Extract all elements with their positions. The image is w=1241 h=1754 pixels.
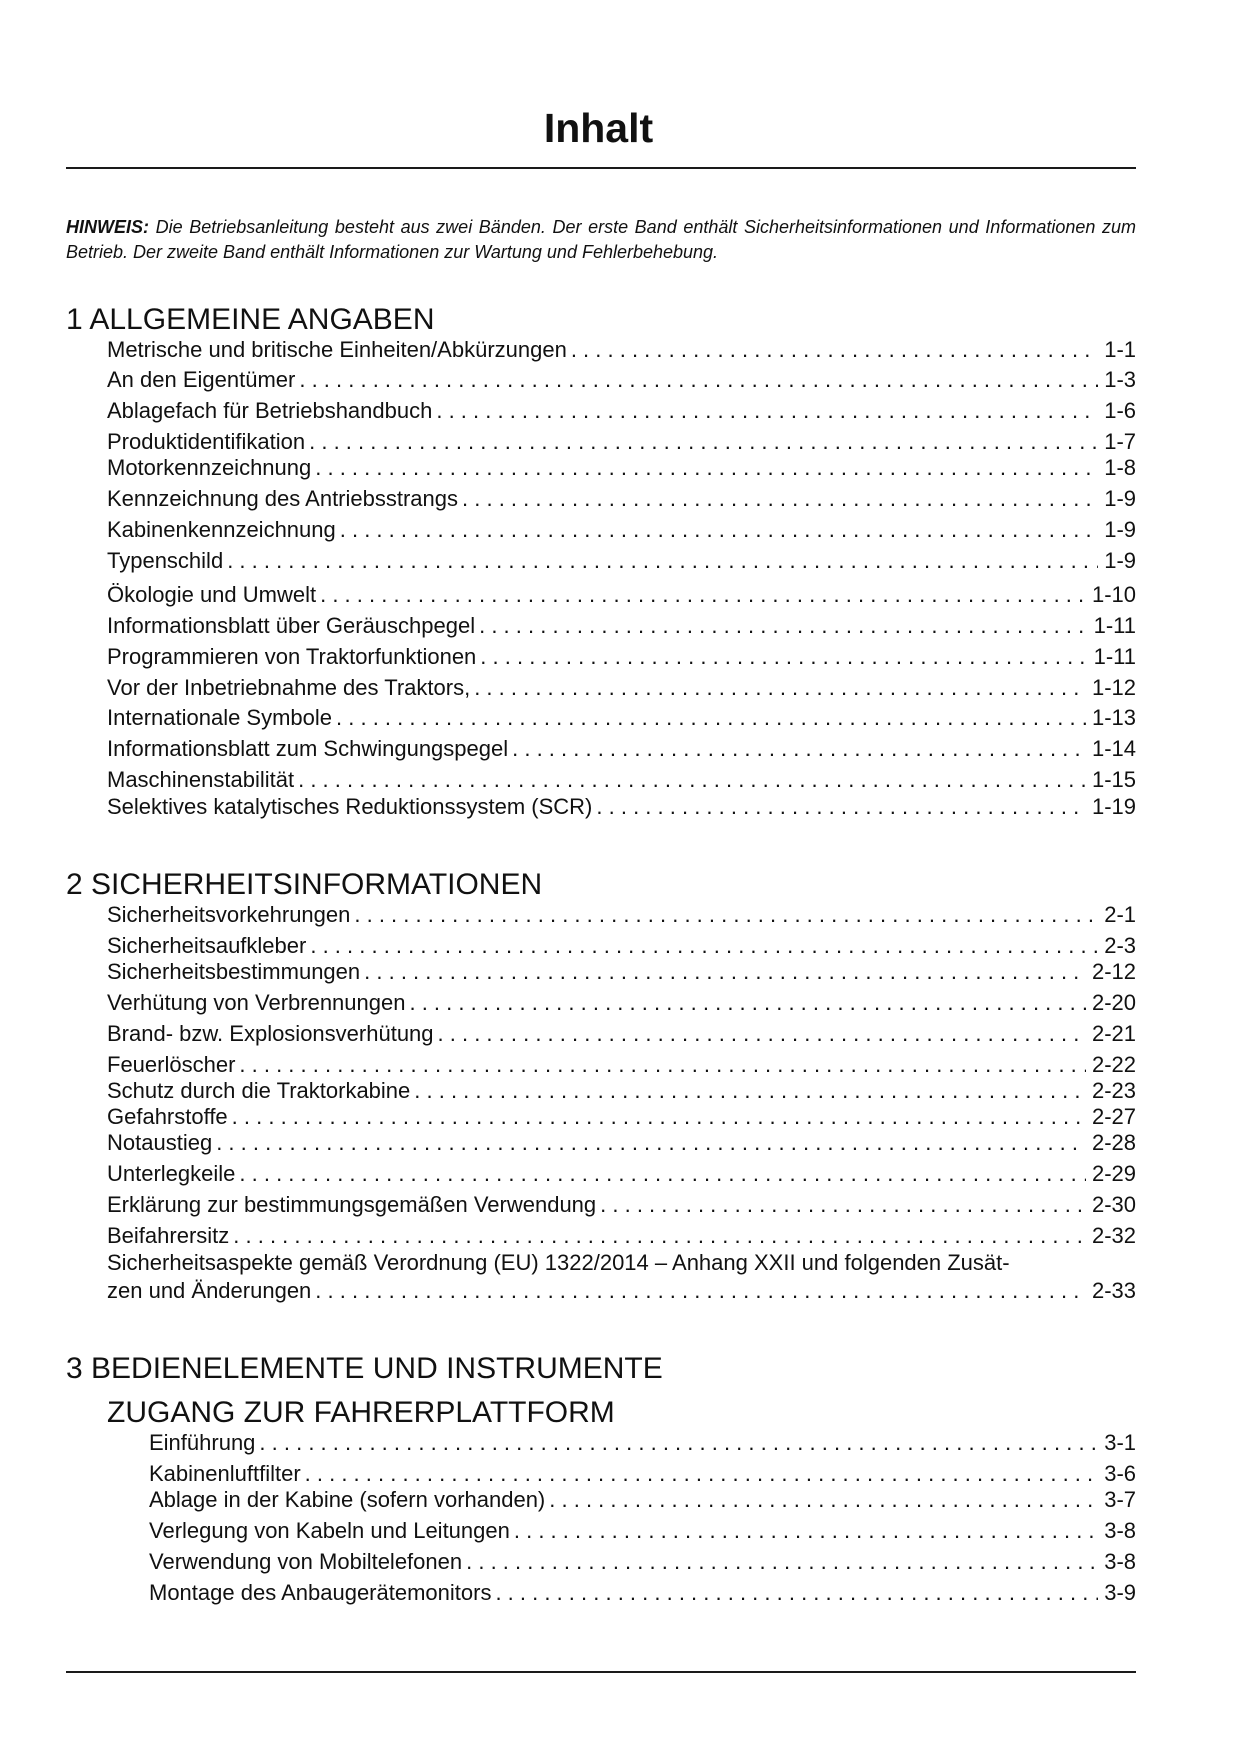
toc-entry-text: Internationale Symbole <box>107 705 333 730</box>
toc-entry-page: 1-9 <box>1104 486 1136 511</box>
toc-entry-text: Selektives katalytisches Reduktionssystem (SCR) <box>107 794 593 819</box>
toc-leader-dots <box>336 705 1086 731</box>
toc-entry-page: 3-9 <box>1104 1580 1136 1605</box>
toc-entry-page: 1-11 <box>1093 644 1136 669</box>
toc-leader-dots <box>462 486 1098 512</box>
toc-entry[interactable] <box>149 1487 1136 1513</box>
toc-leader-dots <box>571 337 1098 363</box>
toc-entry[interactable] <box>107 675 1136 701</box>
toc-entry-text: Ablage in der Kabine (sofern vorhanden) <box>149 1487 546 1512</box>
toc-entry-page: 2-33 <box>1091 1278 1136 1303</box>
toc-entry-page: 2-30 <box>1091 1192 1136 1217</box>
toc-entry[interactable] <box>107 455 1136 481</box>
toc-leader-dots <box>299 367 1098 393</box>
toc-entry[interactable] <box>149 1518 1136 1544</box>
toc-entry[interactable] <box>107 990 1136 1016</box>
section-heading-1: 1 ALLGEMEINE ANGABEN <box>66 303 435 336</box>
section-heading-3: 3 BEDIENELEMENTE UND INSTRUMENTE <box>66 1352 663 1385</box>
toc-leader-dots <box>354 902 1098 928</box>
toc-leader-dots <box>315 1278 1086 1304</box>
toc-entry-text: Maschinenstabilität <box>107 767 295 792</box>
top-rule <box>66 167 1136 169</box>
toc-entry-text: Notaustieg <box>107 1130 213 1155</box>
toc-leader-dots <box>216 1130 1086 1156</box>
toc-leader-dots <box>320 582 1086 608</box>
toc-entry[interactable] <box>107 548 1136 574</box>
toc-entry-text: Metrische und britische Einheiten/Abkürzungen <box>107 337 567 362</box>
toc-entry-page: 2-21 <box>1091 1021 1136 1046</box>
toc-leader-dots <box>305 1461 1099 1487</box>
toc-leader-dots <box>480 644 1087 670</box>
toc-entry-page: 2-22 <box>1091 1052 1136 1077</box>
toc-leader-dots <box>239 1161 1086 1187</box>
toc-entry-text: Kabinenluftfilter <box>149 1461 301 1486</box>
toc-leader-dots <box>232 1104 1086 1130</box>
toc-leader-dots <box>466 1549 1098 1575</box>
toc-entry-text: Vor der Inbetriebnahme des Traktors, <box>107 675 471 700</box>
toc-entry[interactable] <box>107 902 1136 928</box>
toc-leader-dots <box>298 767 1086 793</box>
toc-entry-text: An den Eigentümer <box>107 367 296 392</box>
notice-text: Die Betriebsanleitung besteht aus zwei Bänden. Der erste Band enthält Sicherheitsinformationen und Informationen zum Betrieb. Der zweite Band enthält Informationen zur Wartung und Fehlerbehebung. <box>66 217 1136 262</box>
toc-entry-page: 1-8 <box>1104 455 1136 480</box>
toc-entry[interactable] <box>107 517 1136 543</box>
toc-entry-text: Gefahrstoffe <box>107 1104 228 1129</box>
toc-entry[interactable] <box>107 1052 1136 1078</box>
toc-entry[interactable] <box>107 705 1136 731</box>
toc-leader-dots <box>514 1518 1098 1544</box>
toc-entry-text: Verwendung von Mobiltelefonen <box>149 1549 463 1574</box>
toc-leader-dots <box>233 1223 1086 1249</box>
toc-entry[interactable] <box>107 736 1136 762</box>
toc-entry[interactable] <box>107 613 1136 639</box>
toc-entry[interactable] <box>149 1549 1136 1575</box>
toc-leader-dots <box>364 959 1086 985</box>
toc-leader-dots <box>549 1487 1098 1513</box>
toc-leader-dots <box>474 675 1086 701</box>
toc-leader-dots <box>310 933 1098 959</box>
toc-leader-dots <box>436 398 1098 424</box>
toc-entry[interactable] <box>107 1104 1136 1130</box>
toc-entry-page: 2-12 <box>1091 959 1136 984</box>
toc-entry[interactable] <box>107 367 1136 393</box>
toc-entry-text: Typenschild <box>107 548 224 573</box>
toc-entry[interactable] <box>107 1192 1136 1218</box>
toc-entry-text: Informationsblatt über Geräuschpegel <box>107 613 476 638</box>
toc-entry-text: Kennzeichnung des Antriebsstrangs <box>107 486 459 511</box>
toc-entry-page: 1-7 <box>1104 429 1136 454</box>
toc-entry-wrap-line: Sicherheitsaspekte gemäß Verordnung (EU) 1322/2014 – Anhang XXII und folgenden Zusät- <box>107 1250 1010 1275</box>
toc-leader-dots <box>409 990 1085 1016</box>
toc-entry-text: Sicherheitsvorkehrungen <box>107 902 351 927</box>
toc-leader-dots <box>596 794 1086 820</box>
toc-entry-page: 2-32 <box>1091 1223 1136 1248</box>
toc-entry-page: 1-9 <box>1104 517 1136 542</box>
toc-leader-dots <box>309 429 1098 455</box>
toc-entry-page: 1-1 <box>1104 337 1136 362</box>
toc-entry[interactable] <box>107 933 1136 959</box>
toc-entry-page: 3-7 <box>1104 1487 1136 1512</box>
notice <box>66 215 1136 265</box>
toc-entry-page: 1-9 <box>1104 548 1136 573</box>
toc-entry[interactable] <box>107 959 1136 985</box>
notice-label: HINWEIS: <box>66 217 149 237</box>
toc-leader-dots <box>512 736 1086 762</box>
toc-entry-text: Unterlegkeile <box>107 1161 236 1186</box>
toc-entry[interactable] <box>107 1130 1136 1156</box>
toc-entry-text: Einführung <box>149 1430 256 1455</box>
toc-entry-page: 1-13 <box>1091 705 1136 730</box>
toc-entry[interactable] <box>107 486 1136 512</box>
toc-entry-page: 1-15 <box>1091 767 1136 792</box>
toc-entry[interactable] <box>107 398 1136 424</box>
toc-entry[interactable] <box>107 429 1136 455</box>
toc-entry[interactable] <box>107 794 1136 820</box>
section-heading-2: 2 SICHERHEITSINFORMATIONEN <box>66 868 543 901</box>
toc-entry-page: 2-28 <box>1091 1130 1136 1155</box>
toc-entry-page: 2-3 <box>1104 933 1136 958</box>
toc-entry-page: 2-20 <box>1091 990 1136 1015</box>
toc-entry-text: Montage des Anbaugerätemonitors <box>149 1580 492 1605</box>
toc-leader-dots <box>239 1052 1086 1078</box>
toc-entry-text: Verlegung von Kabeln und Leitungen <box>149 1518 510 1543</box>
toc-entry[interactable] <box>107 582 1136 608</box>
toc-entry-text: Kabinenkennzeichnung <box>107 517 336 542</box>
toc-entry-text: Ablagefach für Betriebshandbuch <box>107 398 433 423</box>
toc-leader-dots <box>315 455 1098 481</box>
page-title: Inhalt <box>543 105 654 151</box>
toc-leader-dots <box>438 1021 1086 1047</box>
toc-entry-page: 1-12 <box>1091 675 1136 700</box>
toc-entry-text: Erklärung zur bestimmungsgemäßen Verwendung <box>107 1192 597 1217</box>
toc-entry-text: Sicherheitsaufkleber <box>107 933 307 958</box>
toc-entry[interactable] <box>107 644 1136 670</box>
toc-entry-page: 3-1 <box>1104 1430 1136 1455</box>
subsection-heading: ZUGANG ZUR FAHRERPLATTFORM <box>107 1396 615 1429</box>
toc-leader-dots <box>259 1430 1098 1456</box>
toc-entry-page: 1-14 <box>1091 736 1136 761</box>
toc-entry[interactable] <box>107 767 1136 793</box>
toc-entry[interactable] <box>107 337 1136 363</box>
toc-leader-dots <box>479 613 1087 639</box>
toc-entry-page: 1-19 <box>1091 794 1136 819</box>
toc-entry-page: 3-6 <box>1104 1461 1136 1486</box>
toc-entry[interactable] <box>149 1430 1136 1456</box>
toc-leader-dots <box>227 548 1098 574</box>
toc-entry[interactable] <box>107 1278 1136 1304</box>
toc-entry[interactable] <box>107 1021 1136 1047</box>
toc-leader-dots <box>495 1580 1098 1606</box>
toc-entry-page: 1-10 <box>1091 582 1136 607</box>
toc-entry-text: Schutz durch die Traktorkabine <box>107 1078 411 1103</box>
toc-entry-page: 2-1 <box>1104 902 1136 927</box>
bottom-rule <box>66 1671 1136 1673</box>
toc-leader-dots <box>414 1078 1086 1104</box>
toc-entry[interactable] <box>107 1161 1136 1187</box>
toc-entry-text: Ökologie und Umwelt <box>107 582 317 607</box>
toc-entry-text: Sicherheitsbestimmungen <box>107 959 361 984</box>
toc-entry[interactable] <box>149 1461 1136 1487</box>
toc-entry-text: Motorkennzeichnung <box>107 455 312 480</box>
toc-entry-text: Programmieren von Traktorfunktionen <box>107 644 477 669</box>
toc-entry-page: 2-23 <box>1091 1078 1136 1103</box>
toc-entry-text: Feuerlöscher <box>107 1052 236 1077</box>
toc-entry-text: Produktidentifikation <box>107 429 306 454</box>
toc-entry[interactable] <box>149 1580 1136 1606</box>
toc-entry-text: Informationsblatt zum Schwingungspegel <box>107 736 509 761</box>
toc-entry-page: 3-8 <box>1104 1549 1136 1574</box>
toc-entry-page: 1-3 <box>1104 367 1136 392</box>
toc-entry-page: 2-29 <box>1091 1161 1136 1186</box>
toc-leader-dots <box>600 1192 1086 1218</box>
toc-entry-page: 1-11 <box>1093 613 1136 638</box>
toc-entry-text: Beifahrersitz <box>107 1223 230 1248</box>
toc-entry[interactable] <box>107 1078 1136 1104</box>
toc-entry-text: Brand- bzw. Explosionsverhütung <box>107 1021 434 1046</box>
toc-entry-page: 3-8 <box>1104 1518 1136 1543</box>
toc-entry-text: Verhütung von Verbrennungen <box>107 990 406 1015</box>
toc-leader-dots <box>340 517 1098 543</box>
toc-entry-page: 2-27 <box>1091 1104 1136 1129</box>
toc-entry-page: 1-6 <box>1104 398 1136 423</box>
toc-entry[interactable] <box>107 1223 1136 1249</box>
toc-entry-text: zen und Änderungen <box>107 1278 312 1303</box>
